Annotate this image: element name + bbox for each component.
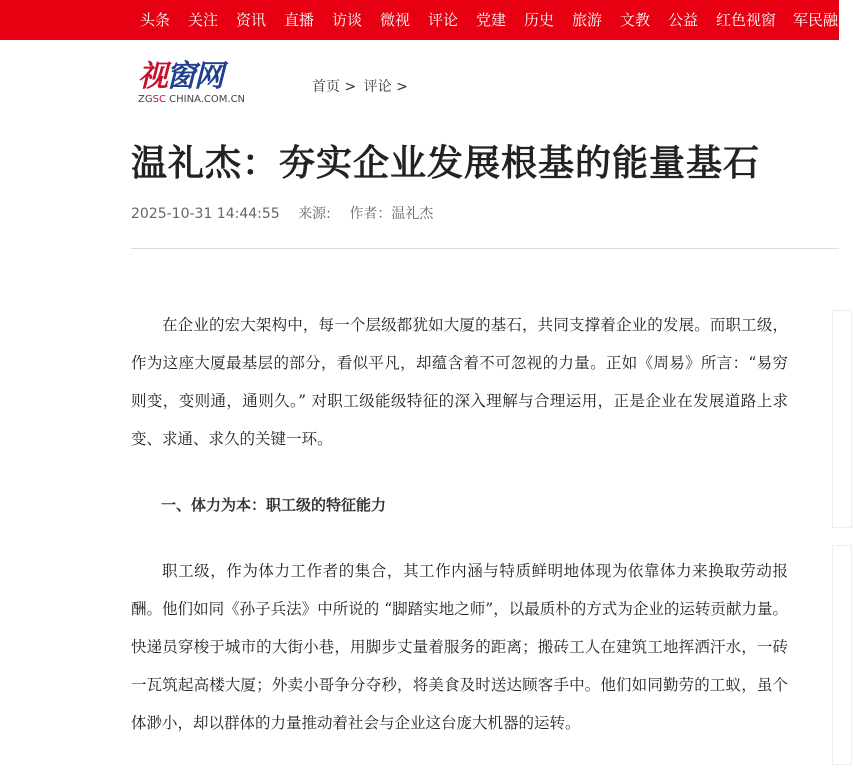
nav-item-interview[interactable]: 访谈 (332, 11, 363, 29)
logo-mark: 视窗网 (138, 59, 222, 94)
top-nav-bar (0, 0, 853, 40)
paragraph: 在企业的宏大架构中，每一个层级都犹如大厦的基石，共同支撑着企业的发展。而职工级，作为这座大厦最基层的部分，看似平凡，却蕴含着不可忽视的力量。正如《周易》所言：“易穷则变，变则通，通则久。” 对职工级能级特征的深入理解与合理运用，正是企业在发展道路上求变、求通、求久的关键一环。 (131, 316, 788, 448)
article-body (131, 306, 788, 770)
nav-item-headlines[interactable]: 头条 (140, 11, 171, 29)
logo-domain: ZGSC CHINA.COM.CN (138, 94, 246, 105)
section-heading: 一、体力为本：职工级的特征能力 (161, 496, 387, 514)
breadcrumb-home[interactable]: 首页 > (312, 79, 357, 95)
nav-item-history[interactable]: 历史 (524, 11, 555, 29)
nav-item-live[interactable]: 直播 (284, 11, 315, 29)
author: 作者：温礼杰 (349, 206, 434, 222)
nav-item-video[interactable]: 微视 (380, 11, 411, 29)
article-title: 温礼杰：夯实企业发展根基的能量基石 (131, 143, 761, 184)
nav-item-comment[interactable]: 评论 (428, 11, 459, 29)
paragraph: 职工级，作为体力工作者的集合，其工作内涵与特质鲜明地体现为依靠体力来换取劳动报酬。他们如同《孙子兵法》中所说的 “脚踏实地之师”，以最质朴的方式为企业的运转贡献力量。快递员穿梭于城市的大街小巷，用脚步丈量着服务的距离；搬砖工人在建筑工地挥洒汗水，一砖一瓦筑起高楼大厦；外卖小哥争分夺秒，将美食及时送达顾客手中。他们如同勤劳的工蚁，虽个体渺小，却以群体的力量推动着社会与企业这台庞大机器的运转。 (131, 562, 788, 732)
sidebar-panel (832, 545, 852, 765)
nav-item-red-window[interactable]: 红色视窗 (716, 11, 777, 29)
nav-item-charity[interactable]: 公益 (668, 11, 699, 29)
nav-item-party[interactable]: 党建 (476, 11, 507, 29)
nav-item-military-civil[interactable]: 军民融合 (793, 11, 853, 29)
sidebar-panel (832, 310, 852, 528)
source-label: 来源: (298, 206, 331, 222)
nav-item-travel[interactable]: 旅游 (572, 11, 603, 29)
nav-item-news[interactable]: 资讯 (236, 11, 267, 29)
publish-datetime: 2025-10-31 14:44:55 (131, 206, 280, 222)
breadcrumb (312, 76, 411, 96)
divider (131, 248, 839, 249)
nav-item-education[interactable]: 文教 (620, 11, 651, 29)
site-logo[interactable] (138, 60, 248, 108)
nav-item-follow[interactable]: 关注 (188, 11, 219, 29)
article-meta (131, 203, 447, 223)
breadcrumb-comment[interactable]: 评论 > (363, 79, 408, 95)
